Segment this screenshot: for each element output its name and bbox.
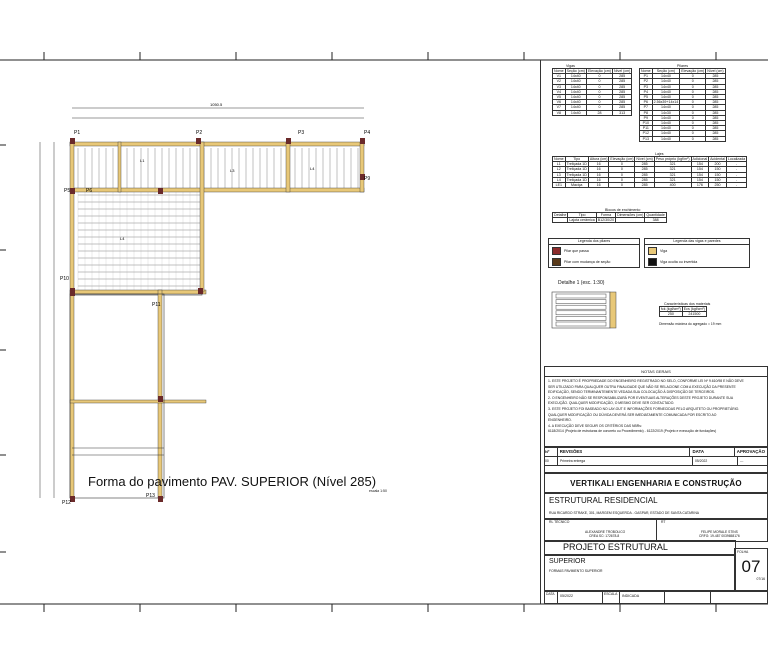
lajes-cell: - <box>726 167 746 172</box>
vigas-cell: 285 <box>612 79 631 84</box>
vigas-cell: V1 <box>553 74 566 79</box>
vigas-cell: V5 <box>553 95 566 100</box>
pilares-cell: 0 <box>680 84 706 89</box>
rev-no-header: Nº <box>545 447 558 456</box>
sheet-number-block <box>734 548 768 592</box>
pilares-cell: 14x40 <box>652 105 680 110</box>
sign-right-name: FELIPE MORALE STINS <box>701 530 738 534</box>
pilares-cell: 0 <box>680 131 706 136</box>
sheet-total: 07/16 <box>756 577 765 581</box>
pillar-label: P2 <box>196 130 203 136</box>
pilares-cell: 285 <box>706 115 725 120</box>
vigas-header: Nome <box>554 69 564 73</box>
sign-left-reg: CREA SC: 172678-8 <box>589 534 620 538</box>
slab-label: L1 <box>140 158 145 163</box>
ench-cell <box>616 218 645 223</box>
pilares-cell: 285 <box>706 100 725 105</box>
beam <box>70 400 206 403</box>
pilares-cell: 285 <box>706 79 725 84</box>
vigas-cell: V3 <box>553 84 566 89</box>
pillar-label: P5 <box>64 188 71 194</box>
revisoes-block <box>544 446 768 474</box>
lajes-cell: L1 <box>553 162 566 167</box>
pilares-cell: 285 <box>706 121 725 126</box>
lajes-cell: 250 <box>709 183 727 188</box>
lajes-cell: 154 <box>691 172 709 177</box>
vigas-cell: V2 <box>553 79 566 84</box>
lajes-cell: - <box>726 183 746 188</box>
nota-line: ENGENHEIRO. <box>548 418 572 423</box>
pillar-label: P10 <box>60 276 69 282</box>
panel-divider <box>540 60 541 604</box>
lajes-cell: 16 <box>588 172 609 177</box>
vigas-cell: 14x40 <box>565 79 586 84</box>
lajes-cell: 0 <box>609 177 635 182</box>
lajes-cell: 285 <box>635 172 654 177</box>
pillar-label: P11 <box>152 302 161 308</box>
lajes-header: Nome <box>554 157 564 161</box>
sign-divider <box>656 519 657 541</box>
vigas-cell: 14x40 <box>565 89 586 94</box>
bottom-row <box>544 590 768 604</box>
pilares-cell: 285 <box>706 95 725 100</box>
notas-gerais <box>544 366 768 448</box>
lajes-cell: 285 <box>635 162 654 167</box>
slab-top <box>72 145 362 190</box>
vigas-cell: 285 <box>612 95 631 100</box>
slab-label: L4 <box>310 166 315 171</box>
floor-name: SUPERIOR <box>549 558 586 565</box>
vigas-cell: V6 <box>553 100 566 105</box>
vigas-cell: 285 <box>612 105 631 110</box>
nota-line: 6118/2014 (Projeto de estruturas de concreto ou Procedimento) - 6122/2019 (Projeto e execução de fundações) <box>548 429 717 434</box>
lajes-cell: 400 <box>654 183 691 188</box>
pilares-cell: 14x40 <box>652 136 680 141</box>
legend-vigas-item-2: Viga oculta ou invertida <box>645 257 749 267</box>
vigas-cell: 285 <box>612 84 631 89</box>
pilares-cell: P1 <box>640 74 653 79</box>
pilares-cell: 0 <box>680 115 706 120</box>
vigas-header: Elevação (cm) <box>587 69 611 73</box>
lajes-cell: 150 <box>709 177 727 182</box>
vigas-cell: 14x40 <box>565 105 586 110</box>
lajes-cell: 285 <box>635 183 654 188</box>
pilares-cell: 14x40 <box>652 121 680 126</box>
swatch-icon <box>552 247 561 255</box>
vigas-cell: V7 <box>553 105 566 110</box>
lajes-cell: Treliçada 1D <box>566 162 587 167</box>
pilares-header: Seção (cm) <box>652 69 680 74</box>
ench-cell <box>553 218 568 223</box>
pilares-cell: P10 <box>640 121 653 126</box>
legend-pilares-title: Legenda dos pilares <box>549 239 639 245</box>
lajes-header: Nível (cm) <box>636 157 653 161</box>
pilares-cell: 285 <box>706 110 725 115</box>
nota-line: 3- ESTE PROJETO FOI BASEADO NO LAY-OUT E INFORMAÇÕES FORNECIDAS PELO ARQUITETO OU PROPRIETÁRIO. <box>548 406 740 411</box>
pillar-label: P6 <box>86 188 93 194</box>
beam <box>286 142 290 192</box>
ench-cell: 388 <box>645 218 667 223</box>
sign-left-name: ALEXANDRE TROBOLICO <box>585 530 626 534</box>
rev-no: 00 <box>545 457 558 465</box>
pillar-label: P9 <box>364 176 371 182</box>
pillar <box>286 138 291 144</box>
lajes-cell: 321 <box>654 177 691 182</box>
pilares-cell: P2 <box>640 79 653 84</box>
nota-line: SER UTILIZADO PARA QUALQUER OUTRA FINALIDADE QUE NÃO SE RELACIONE COM A EXECUÇÃO DA PRESENTE <box>548 384 736 389</box>
pillar-label: P12 <box>62 500 71 506</box>
revisoes-header <box>545 447 767 457</box>
lajes-cell: 16 <box>588 162 609 167</box>
conc-cell: 250 <box>660 312 683 317</box>
ench-header: Detalhe <box>554 213 567 217</box>
vigas-cell: 0 <box>586 100 612 105</box>
conc-header: Ecs (kgf/cm²) <box>683 307 705 311</box>
beam <box>360 142 364 192</box>
conc-header: fck (kgf/cm²) <box>661 307 681 311</box>
vigas-cell: 0 <box>586 84 612 89</box>
enchimento-title: Blocos de enchimento <box>605 208 641 212</box>
lajes-cell: - <box>726 172 746 177</box>
slab-label: L4 <box>120 236 125 241</box>
pilares-title: Pilares <box>677 64 688 68</box>
pilares-cell: P6 <box>640 100 653 105</box>
ench-cell: B12/30/20 <box>597 218 615 223</box>
rev-date: 05/2022 <box>693 457 738 465</box>
lajes-header: Altura (cm) <box>589 157 608 161</box>
vigas-cell: 0 <box>586 74 612 79</box>
sheet-content: FORMAS PAVIMENTO SUPERIOR <box>549 569 603 573</box>
pilares-cell: 14x40 <box>652 95 680 100</box>
pillar <box>196 138 201 144</box>
lajes-cell: 200 <box>709 162 727 167</box>
scale-value: INDICADA <box>620 591 665 603</box>
notas-title: NOTAS GERAIS <box>545 367 767 377</box>
lajes-header: Elevação (cm) <box>610 157 634 161</box>
pilares-cell: 0 <box>680 95 706 100</box>
pillar <box>158 496 163 502</box>
lajes-cell: Treliçada 1D <box>566 167 587 172</box>
blank-cell <box>665 591 711 603</box>
lajes-cell: 0 <box>609 172 635 177</box>
pilares-cell: 0 <box>680 136 706 141</box>
concreto-table <box>659 306 707 317</box>
beam <box>70 290 206 294</box>
lajes-cell: 154 <box>691 177 709 182</box>
lajes-cell: 321 <box>654 172 691 177</box>
lajes-header: Acidental <box>710 157 725 161</box>
nota-line: EXECUÇÃO. QUALQUER MODIFICAÇÃO, O MESMO DEVE SER CONTACTADO. <box>548 401 675 406</box>
vigas-cell: 285 <box>612 74 631 79</box>
pilares-row <box>640 136 726 141</box>
lower-frame <box>70 294 164 498</box>
company-block <box>544 472 768 494</box>
concreto-title: Características dos materiais <box>664 302 711 306</box>
ench-header: Dimensões (cm) <box>617 213 644 217</box>
swatch-icon <box>552 258 561 266</box>
vigas-header: Nível (cm) <box>613 69 631 73</box>
pilares-cell: 0 <box>680 121 706 126</box>
detalhe-drawing <box>550 288 630 334</box>
plan-title: Forma do pavimento PAV. SUPERIOR (Nível 285) <box>88 474 377 489</box>
conc-cell: 241500 <box>682 312 706 317</box>
ench-header: Quantidade <box>646 213 665 217</box>
sign-left-label: RL TÉCNICO <box>549 520 570 524</box>
legend-pilares <box>548 238 640 268</box>
rev-date-header: DATA <box>690 447 734 456</box>
pilares-cell: P13 <box>640 136 653 141</box>
slab-left <box>72 190 202 295</box>
pillar <box>70 188 75 194</box>
pilares-cell: 285 <box>706 131 725 136</box>
pilares-cell: 14x40 <box>652 79 680 84</box>
vigas-cell: 285 <box>612 100 631 105</box>
pillar-label: P13 <box>146 493 155 499</box>
notas-body <box>545 377 767 437</box>
nota-line: 2- O ENGENHEIRO NÃO SE RESPONSABILIZARÁ POR EVENTUAIS ALTERAÇÕES DESTE PROJETO DURANTE SUA <box>548 395 734 400</box>
pilares-cell: 0 <box>680 89 706 94</box>
lajes-cell: Treliçada 1D <box>566 172 587 177</box>
pilares-cell: 285 <box>706 89 725 94</box>
detalhe-title: Detalhe 1 (esc. 1:30) <box>558 280 605 286</box>
pillar <box>360 138 365 144</box>
vigas-cell: 28 <box>586 110 612 115</box>
vigas-cell: 0 <box>586 79 612 84</box>
lajes-cell: 154 <box>691 162 709 167</box>
pilares-cell: 14x40 <box>652 126 680 131</box>
date-label: DATA <box>545 591 558 603</box>
slab-label: L3 <box>230 168 235 173</box>
date-value: 05/2022 <box>558 591 603 603</box>
legend-pilares-item-2: Pilar com mudança de seção <box>549 257 639 267</box>
company-name: VERTIKALI ENGENHARIA E CONSTRUÇÃO <box>570 478 742 488</box>
rev-approval: --- <box>740 459 744 463</box>
ench-cell: Lajota cerâmica <box>569 218 595 223</box>
pilares-cell: P4 <box>640 89 653 94</box>
lajes-cell: - <box>726 162 746 167</box>
rev-desc-header: REVISÕES <box>558 447 691 456</box>
vigas-title: Vigas <box>566 64 575 68</box>
pilares-cell: 14x40 <box>652 131 680 136</box>
lajes-cell: - <box>726 177 746 182</box>
beam <box>118 142 121 192</box>
vigas-cell: 0 <box>586 105 612 110</box>
nota-line: EDIFICAÇÃO, SENDO TERMINANTEMENTE VEDADA SUA COLOCAÇÃO À DISPOSIÇÃO DE TERCEIROS. <box>548 390 715 395</box>
pillar <box>158 396 163 402</box>
pilares-cell: 14x30 <box>652 110 680 115</box>
signatures-block <box>544 518 768 542</box>
pilares-cell: P5 <box>640 95 653 100</box>
pilares-cell: 0 <box>680 126 706 131</box>
pillar-label: P3 <box>298 130 305 136</box>
vigas-cell: 285 <box>612 89 631 94</box>
pilares-header: Elevação (cm) <box>681 69 705 73</box>
dim-overall: 1050.5 <box>210 102 223 107</box>
lajes-cell: 176 <box>691 183 709 188</box>
vigas-cell: 0 <box>586 89 612 94</box>
lajes-cell: 285 <box>635 167 654 172</box>
pillar <box>198 288 203 294</box>
pillar <box>70 290 75 296</box>
vigas-cell: V8 <box>553 110 566 115</box>
pilares-cell: P9 <box>640 115 653 120</box>
lajes-cell: 150 <box>709 172 727 177</box>
revisoes-row <box>545 457 767 466</box>
pilares-cell: 0 <box>680 105 706 110</box>
lajes-cell: 321 <box>654 167 691 172</box>
beam <box>70 142 364 146</box>
sign-right-reg: CRFG: 19-487 0039658176 <box>699 534 740 538</box>
lajes-cell: 0 <box>609 162 635 167</box>
pilares-cell: P7 <box>640 105 653 110</box>
ench-header: Forma <box>596 213 615 218</box>
swatch-icon <box>648 247 657 255</box>
legend-vigas-item-1: Viga <box>645 245 749 257</box>
pilares-cell: 14x40 <box>652 74 680 79</box>
pilares-header: Nome <box>641 69 651 73</box>
vigas-cell: 313 <box>612 110 631 115</box>
pilares-cell: P3 <box>640 84 653 89</box>
vigas-table <box>552 68 632 116</box>
beam <box>200 142 204 292</box>
legend-vigas <box>644 238 750 268</box>
project-address: RUA RICARDO STRAKE, 301, MARGEM ESQUERDA - GASPAR, ESTADO DE SANTA CATARINA <box>549 511 700 515</box>
lajes-header: Adicional <box>692 157 708 161</box>
pilares-cell: P8 <box>640 110 653 115</box>
lajes-cell: Maciça <box>565 183 588 188</box>
beam <box>158 290 162 498</box>
pillar-label: P4 <box>364 130 371 136</box>
pilares-cell: 285 <box>706 126 725 131</box>
pilares-cell: 285 <box>706 74 725 79</box>
pilares-cell: 285 <box>706 136 725 141</box>
discipline: PROJETO ESTRUTURAL <box>563 542 668 552</box>
pilares-header: Nível (cm) <box>707 69 724 73</box>
nota-line: 1- ESTE PROJETO É PROPRIEDADE DO ENGENHEIRO REGISTRADO NO SELO, CONFORME LEI Nº 9.610/98 E NÃO DEVE <box>548 379 744 383</box>
lajes-cell: 154 <box>691 167 709 172</box>
nota-line: QUALQUER MODIFICAÇÃO OU DÚVIDA DEVERÁ SER IMEDIATAMENTE COMUNICADA POR ESCRITO AO <box>548 412 717 417</box>
pillar <box>158 188 163 194</box>
pilares-cell: P11 <box>640 126 653 131</box>
lajes-header: Localizada <box>727 157 746 161</box>
vigas-cell: 14x40 <box>565 100 586 105</box>
pilares-cell: 285 <box>706 105 725 110</box>
concreto-note: Dimensão máxima do agregado = 19 mm <box>659 322 722 326</box>
lajes-cell: 0 <box>609 167 635 172</box>
pilares-cell: 14x40 <box>652 115 680 120</box>
lajes-cell: 285 <box>635 177 654 182</box>
vigas-cell: 14x40 <box>565 84 586 89</box>
pilares-cell: 0 <box>680 100 706 105</box>
lajes-table <box>552 156 747 188</box>
lajes-cell: 321 <box>654 162 691 167</box>
blank-cell <box>711 591 767 603</box>
lajes-cell: 16 <box>588 167 609 172</box>
lajes-title: Lajes <box>655 152 664 156</box>
sign-right-label: RT <box>661 520 666 524</box>
pilares-cell: 14x40 <box>652 89 680 94</box>
vigas-cell: 14x40 <box>565 74 586 79</box>
lajes-cell: 16 <box>588 177 609 182</box>
legend-pilares-item-1: Pilar que passa <box>549 245 639 257</box>
lajes-cell: L4 <box>553 177 566 182</box>
vigas-cell: V4 <box>553 89 566 94</box>
rev-approval-header: APROVAÇÃO <box>736 449 765 454</box>
sheet-number: 07 <box>741 557 761 576</box>
enchimento-table <box>552 212 667 223</box>
pilares-table <box>639 68 726 142</box>
lajes-cell: L2 <box>553 167 566 172</box>
scale-label: ESCALA <box>603 591 620 603</box>
lajes-header: Tipo <box>565 157 588 162</box>
lajes-cell: LE1 <box>553 183 566 188</box>
swatch-icon <box>648 258 657 266</box>
vigas-row <box>553 110 632 115</box>
rev-desc: Primeira entrega <box>558 457 693 465</box>
pilares-cell: 0 <box>680 110 706 115</box>
vigas-header: Seção (cm) <box>566 69 585 73</box>
plan-scale: escala 1:50 <box>369 489 387 493</box>
project-name: ESTRUTURAL RESIDENCIAL <box>549 496 658 505</box>
pilares-cell: P12 <box>640 131 653 136</box>
pilares-cell: 0 <box>680 74 706 79</box>
pilares-cell: 0 <box>680 79 706 84</box>
pilares-cell: 2.56x39+14x14 <box>653 100 679 105</box>
vigas-cell: 14x40 <box>565 95 586 100</box>
vigas-cell: 14x40 <box>565 110 586 115</box>
floor-block <box>544 554 736 592</box>
sheet-label: FOLHA <box>737 550 749 554</box>
lajes-cell: L3 <box>553 172 566 177</box>
project-block <box>544 492 768 520</box>
lajes-row <box>553 183 747 188</box>
pilares-cell: 285 <box>706 84 725 89</box>
beam <box>70 188 364 192</box>
pillar <box>70 138 75 144</box>
beam <box>70 142 74 498</box>
lajes-cell: 16 <box>588 183 609 188</box>
lajes-cell: Treliçada 1D <box>566 177 587 182</box>
pillar-label: P1 <box>74 130 81 136</box>
lajes-header: Peso próprio (kgf/m²) <box>655 157 690 161</box>
lajes-cell: 150 <box>709 167 727 172</box>
pilares-cell: 14x40 <box>652 84 680 89</box>
ench-header: Tipo <box>568 213 596 218</box>
lajes-cell: 0 <box>609 183 635 188</box>
vigas-cell: 0 <box>586 95 612 100</box>
nota-line: 4- A EXECUÇÃO DEVE SEGUIR OS CRITÉRIOS DAS NBRs: <box>548 423 642 428</box>
legend-vigas-title: Legenda das vigas e paredes <box>645 239 749 245</box>
